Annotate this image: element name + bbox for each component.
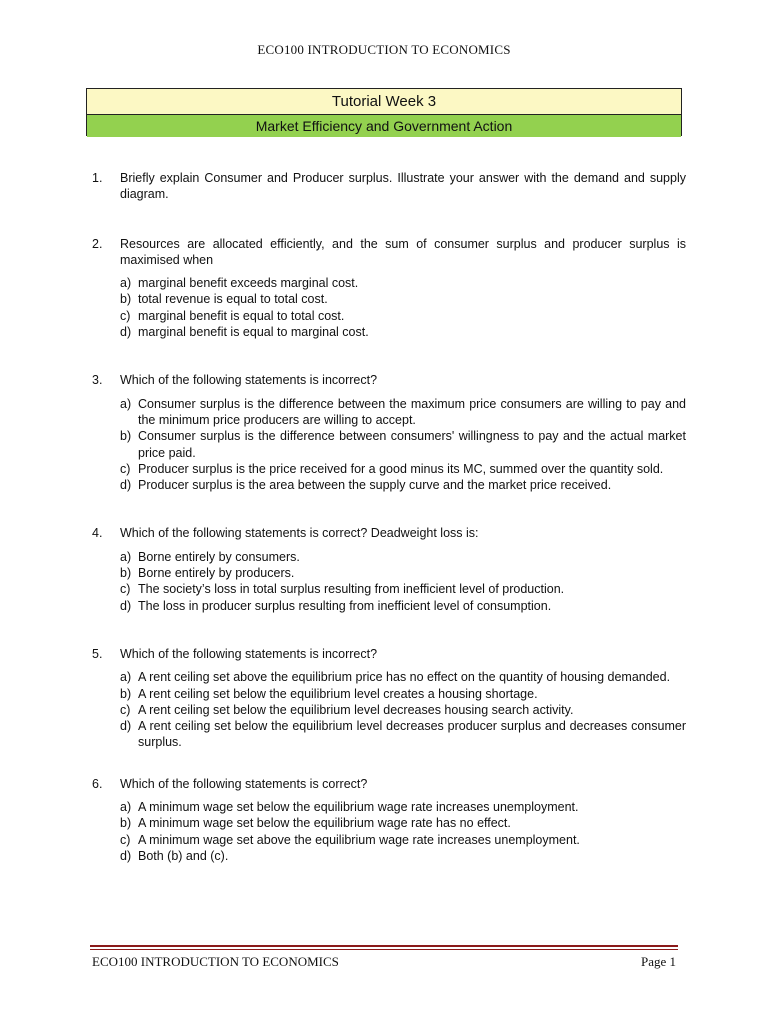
option-letter: a)	[120, 670, 132, 685]
option-item	[120, 291, 686, 307]
option-letter: a)	[120, 549, 132, 564]
option-text: A rent ceiling set below the equilibrium level decreases housing search activity.	[138, 702, 574, 717]
question-text: Which of the following statements is correct? Deadweight loss is:	[120, 526, 479, 541]
option-text: A minimum wage set below the equilibrium wage rate increases unemployment.	[138, 800, 579, 815]
option-text: Borne entirely by producers.	[138, 566, 295, 581]
option-item	[120, 549, 686, 565]
question-list	[92, 170, 686, 864]
option-text: marginal benefit is equal to total cost.	[138, 308, 345, 323]
question-text: Which of the following statements is correct?	[120, 776, 368, 791]
question-4	[92, 525, 686, 613]
option-item	[120, 396, 686, 429]
page-number: Page 1	[640, 954, 676, 969]
option-text: Producer surplus is the price received for a good minus its MC, summed over the quantity sold.	[138, 461, 664, 476]
option-letter: a)	[120, 800, 132, 815]
option-item	[120, 275, 686, 291]
question-number: 1.	[92, 171, 103, 185]
option-letter: d)	[120, 848, 132, 863]
question-number: 5.	[92, 646, 103, 661]
option-text: Producer surplus is the area between the supply curve and the market price received.	[138, 478, 612, 493]
footer-divider-thin	[90, 949, 678, 950]
option-letter: d)	[120, 325, 132, 340]
option-text: Consumer surplus is the difference between the maximum price consumers are willing to pay and the minimum price producers are willing to accept.	[138, 396, 686, 427]
tutorial-week-title: Tutorial Week 3	[87, 89, 681, 115]
option-text: The society’s loss in total surplus resulting from inefficient level of production.	[138, 582, 565, 597]
option-letter: c)	[120, 461, 131, 476]
option-letter: c)	[120, 582, 131, 597]
option-text: total revenue is equal to total cost.	[138, 292, 328, 307]
option-item	[120, 581, 686, 597]
option-item	[120, 308, 686, 324]
option-letter: d)	[120, 598, 132, 613]
option-item	[120, 832, 686, 848]
option-letter: b)	[120, 292, 132, 307]
option-text: A minimum wage set above the equilibrium wage rate increases unemployment.	[138, 832, 580, 847]
question-3	[92, 372, 686, 493]
option-item	[120, 799, 686, 815]
option-item	[120, 669, 686, 685]
option-letter: b)	[120, 429, 132, 444]
option-item	[120, 461, 686, 477]
option-text: Consumer surplus is the difference between consumers' willingness to pay and the actual market price paid.	[138, 429, 686, 460]
footer-course-title: ECO100 INTRODUCTION TO ECONOMICS	[92, 954, 339, 969]
footer-divider	[90, 945, 678, 947]
option-letter: a)	[120, 276, 132, 291]
question-1	[92, 170, 686, 203]
option-text: A rent ceiling set below the equilibrium level decreases producer surplus and decreases consumer surplus.	[138, 719, 686, 750]
option-item	[120, 686, 686, 702]
option-text: Borne entirely by consumers.	[138, 549, 300, 564]
question-number: 2.	[92, 236, 103, 251]
question-text: Briefly explain Consumer and Producer surplus. Illustrate your answer with the demand and supply diagram.	[120, 171, 686, 202]
option-text: A rent ceiling set above the equilibrium price has no effect on the quantity of housing demanded.	[138, 670, 671, 685]
option-text: The loss in producer surplus resulting from inefficient level of consumption.	[138, 598, 552, 613]
question-number: 4.	[92, 526, 103, 541]
option-letter: c)	[120, 702, 131, 717]
option-letter: b)	[120, 566, 132, 581]
question-text: Which of the following statements is incorrect?	[120, 646, 378, 661]
option-letter: c)	[120, 308, 131, 323]
option-item	[120, 598, 686, 614]
option-list	[120, 549, 686, 614]
option-item	[120, 428, 686, 461]
question-2	[92, 236, 686, 341]
option-text: marginal benefit exceeds marginal cost.	[138, 276, 359, 291]
option-item	[120, 718, 686, 751]
option-letter: b)	[120, 816, 132, 831]
option-item	[120, 815, 686, 831]
question-number: 6.	[92, 776, 103, 791]
option-list	[120, 396, 686, 494]
option-letter: b)	[120, 686, 132, 701]
title-box	[86, 88, 682, 136]
question-text: Which of the following statements is incorrect?	[120, 373, 378, 388]
option-list	[120, 275, 686, 340]
option-letter: c)	[120, 832, 131, 847]
question-number: 3.	[92, 373, 103, 388]
option-item	[120, 477, 686, 493]
tutorial-topic-title: Market Efficiency and Government Action	[87, 115, 681, 137]
option-text: A rent ceiling set below the equilibrium level creates a housing shortage.	[138, 686, 538, 701]
page-header-title: ECO100 INTRODUCTION TO ECONOMICS	[257, 42, 511, 57]
question-6	[92, 776, 686, 864]
option-item	[120, 702, 686, 718]
option-text: Both (b) and (c).	[138, 848, 229, 863]
option-list	[120, 669, 686, 750]
option-item	[120, 324, 686, 340]
option-letter: d)	[120, 719, 132, 734]
option-text: A minimum wage set below the equilibrium wage rate has no effect.	[138, 816, 511, 831]
option-item	[120, 565, 686, 581]
question-5	[92, 646, 686, 751]
option-text: marginal benefit is equal to marginal cost.	[138, 325, 369, 340]
option-item	[120, 848, 686, 864]
option-letter: a)	[120, 396, 132, 411]
option-letter: d)	[120, 478, 132, 493]
question-text: Resources are allocated efficiently, and the sum of consumer surplus and producer surplus is maximised when	[120, 236, 686, 267]
option-list	[120, 799, 686, 864]
